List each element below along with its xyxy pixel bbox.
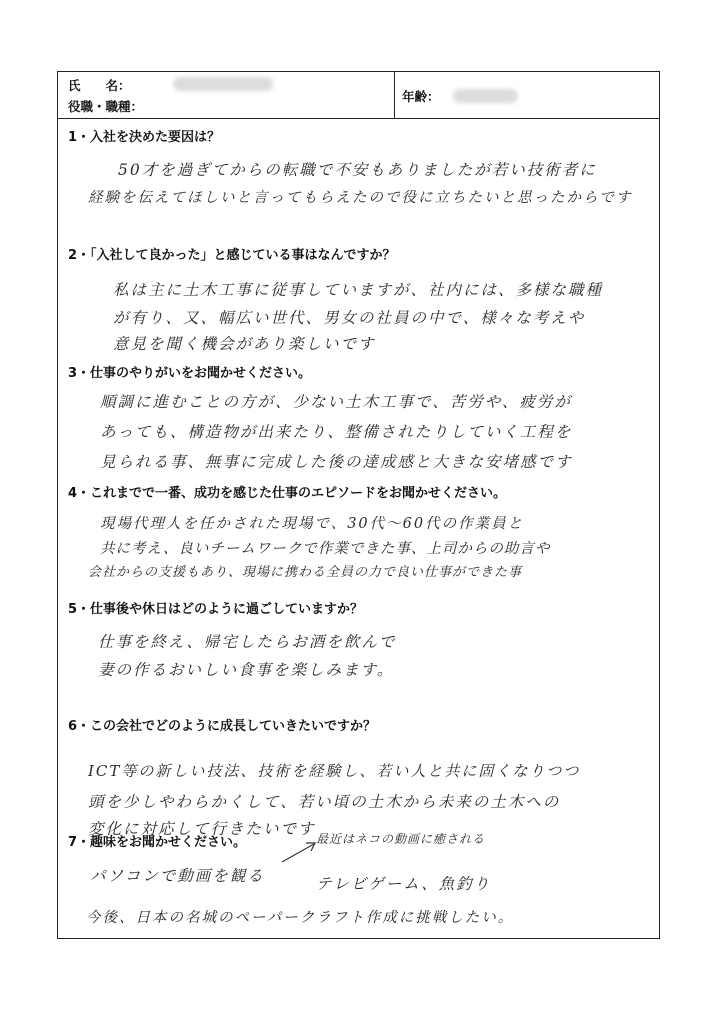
- answer-2-line-1: 私は主に土木工事に従事していますが、社内には、多様な職種: [113, 281, 604, 299]
- answer-2-line-2: が有り、又、幅広い世代、男女の社員の中で、様々な考えや: [113, 309, 586, 327]
- arrow-icon: [280, 838, 320, 866]
- answer-5-line-1: 仕事を終え、帰宅したらお酒を飲んで: [98, 633, 397, 651]
- age-label: 年齢：: [402, 89, 440, 104]
- answer-4-line-2: 共に考え、良いチームワークで作業できた事、上司からの助言や: [100, 541, 551, 557]
- question-3: 3・仕事のやりがいをお聞かせください。: [68, 366, 312, 381]
- answer-7-note: 最近はネコの動画に癒される: [316, 832, 486, 846]
- question-2: 2・「入社して良かった」と感じている事はなんですか？: [68, 248, 396, 263]
- question-6: 6・この会社でどのように成長していきたいですか？: [68, 719, 377, 734]
- answer-1-line-2: 経験を伝えてほしいと言ってもらえたので役に立ちたいと思ったからです: [88, 190, 633, 206]
- answer-4-line-3: 会社からの支援もあり、現場に携わる全員の力で良い仕事ができた事: [88, 565, 523, 580]
- answer-6-line-1: ICT等の新しい技法、技術を経験し、若い人と共に固くなりつつ: [88, 762, 581, 780]
- question-1: 1・入社を決めた要因は？: [68, 130, 221, 145]
- answer-6-line-2: 頭を少しやわらかくして、若い頃の土木から未来の土木への: [88, 793, 561, 811]
- question-5: 5・仕事後や休日はどのように過ごしていますか？: [68, 602, 364, 617]
- answer-3-line-2: あっても、構造物が出来たり、整備されたりしていく工程を: [100, 423, 573, 441]
- age-redacted: [453, 89, 518, 103]
- answer-1-line-1: 50才を過ぎてからの転職で不安もありましたが若い技術者に: [118, 161, 597, 179]
- header-divider: [394, 72, 395, 118]
- questionnaire-sheet: [57, 71, 660, 939]
- answer-5-line-2: 妻の作るおいしい食事を楽しみます。: [98, 661, 395, 679]
- position-label: 役職・職種：: [68, 99, 144, 114]
- answer-7-line-2: テレビゲーム、魚釣り: [316, 875, 492, 893]
- answer-2-line-3: 意見を聞く機会があり楽しいです: [113, 335, 376, 353]
- answer-6-line-3: 変化に対応して行きたいです: [88, 820, 316, 838]
- header-row: [58, 72, 659, 119]
- answer-3-line-1: 順調に進むことの方が、少ない土木工事で、苦労や、疲労が: [100, 393, 572, 411]
- name-redacted: [173, 77, 273, 91]
- answer-7-line-3: 今後、日本の名城のペーパークラフト作成に挑戦したい。: [86, 910, 515, 926]
- answer-7-line-1: パソコンで動画を観る: [90, 867, 265, 885]
- answer-4-line-1: 現場代理人を任かされた現場で、30代～60代の作業員と: [100, 516, 525, 532]
- question-4: 4・これまでで一番、成功を感じた仕事のエピソードをお聞かせください。: [68, 486, 507, 501]
- name-label: 氏 名：: [68, 78, 131, 93]
- answer-3-line-3: 見られる事、無事に完成した後の達成感と大きな安堵感です: [100, 453, 573, 471]
- question-7: 7・趣味をお聞かせください。: [68, 835, 247, 850]
